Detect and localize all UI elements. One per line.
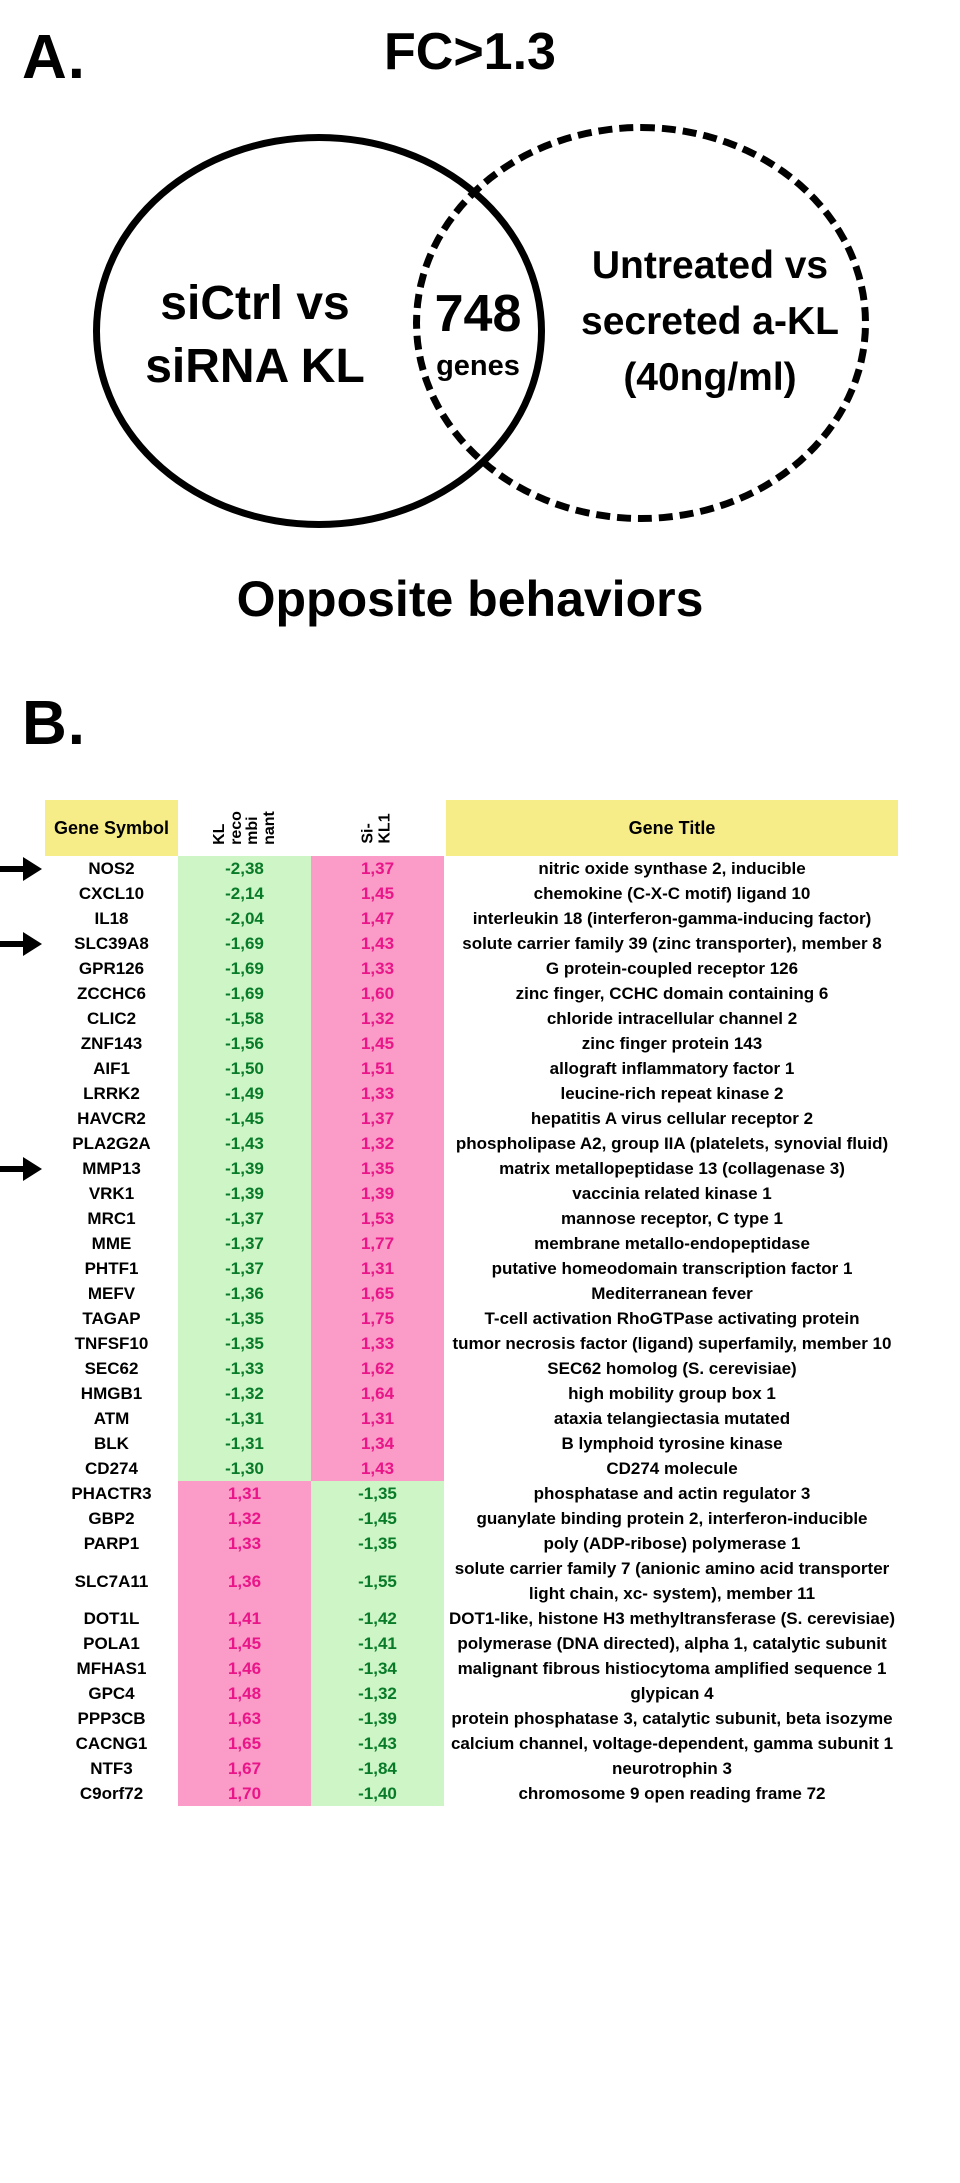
kl-recombinant-value-cell: 1,41 [178, 1606, 311, 1631]
gene-title-cell: polymerase (DNA directed), alpha 1, catalytic subunit [457, 1634, 887, 1653]
gene-symbol-cell: MME [91, 1234, 132, 1253]
si-kl1-value-cell: 1,39 [311, 1181, 444, 1206]
row-highlight-arrow-icon [0, 1155, 42, 1183]
si-kl1-value-cell: 1,75 [311, 1306, 444, 1331]
table-row [45, 1656, 900, 1681]
gene-symbol-cell: NTF3 [90, 1759, 133, 1778]
gene-table [45, 800, 900, 1806]
gene-symbol-cell: CACNG1 [75, 1734, 148, 1753]
si-kl1-value-cell: 1,43 [311, 931, 444, 956]
gene-title-cell: ataxia telangiectasia mutated [553, 1409, 791, 1428]
gene-title-cell: mannose receptor, C type 1 [560, 1209, 784, 1228]
panel-a-label: A. [22, 23, 86, 92]
table-row [45, 1406, 900, 1431]
gene-symbol-cell: SEC62 [84, 1359, 139, 1378]
gene-title-cell: leucine-rich repeat kinase 2 [560, 1084, 784, 1103]
gene-symbol-cell: ATM [93, 1409, 130, 1428]
gene-symbol-cell: PHACTR3 [71, 1484, 152, 1503]
gene-symbol-cell: CXCL10 [78, 884, 145, 903]
kl-recombinant-value-cell: -1,69 [178, 981, 311, 1006]
table-row [45, 1456, 900, 1481]
table-row [45, 1331, 900, 1356]
gene-symbol-cell: PPP3CB [77, 1709, 146, 1728]
gene-title-column-header: Gene Title [446, 800, 898, 856]
si-kl1-column-header [311, 800, 444, 856]
si-kl1-value-cell: 1,64 [311, 1381, 444, 1406]
gene-title-cell: glypican 4 [630, 1684, 714, 1703]
gene-title-cell: chloride intracellular channel 2 [546, 1009, 798, 1028]
venn-left-set-label-line2: siRNA KL [145, 340, 365, 393]
si-kl1-value-cell: 1,33 [311, 1081, 444, 1106]
venn-right-set-label-line3: (40ng/ml) [623, 356, 797, 399]
si-kl1-value-cell: 1,45 [311, 1031, 444, 1056]
gene-symbol-cell: LRRK2 [83, 1084, 140, 1103]
kl-recombinant-value-cell: 1,65 [178, 1731, 311, 1756]
gene-title-cell: Mediterranean fever [591, 1284, 753, 1303]
kl-recombinant-value-cell: -2,04 [178, 906, 311, 931]
kl-recombinant-value-cell: 1,67 [178, 1756, 311, 1781]
gene-symbol-cell: CD274 [85, 1459, 138, 1478]
si-kl1-value-cell: -1,32 [311, 1681, 444, 1706]
gene-title-cell: high mobility group box 1 [568, 1384, 776, 1403]
gene-symbol-cell: NOS2 [88, 859, 135, 878]
si-kl1-value-cell: -1,45 [311, 1506, 444, 1531]
kl-recombinant-value-cell: -1,37 [178, 1206, 311, 1231]
gene-title-cell: allograft inflammatory factor 1 [549, 1059, 795, 1078]
venn-right-set-label-line1: Untreated vs [591, 244, 829, 287]
gene-title-cell: calcium channel, voltage-dependent, gamma subunit 1 [450, 1734, 894, 1753]
kl-recombinant-value-cell: -1,31 [178, 1406, 311, 1431]
venn-overlap-count: 748 [434, 285, 522, 343]
panel-b-label: B. [22, 689, 86, 758]
table-row [45, 1606, 900, 1631]
si-kl1-value-cell: 1,45 [311, 881, 444, 906]
gene-title-cell: phosphatase and actin regulator 3 [533, 1484, 811, 1503]
si-kl1-value-cell: 1,31 [311, 1256, 444, 1281]
kl-recombinant-value-cell: -1,35 [178, 1306, 311, 1331]
gene-symbol-cell: DOT1L [83, 1609, 140, 1628]
si-kl1-value-cell: -1,40 [311, 1781, 444, 1806]
table-row [45, 1706, 900, 1731]
gene-symbol-cell: GBP2 [88, 1509, 135, 1528]
si-kl1-value-cell: -1,41 [311, 1631, 444, 1656]
gene-title-cell: chemokine (C-X-C motif) ligand 10 [533, 884, 811, 903]
table-row [45, 1256, 900, 1281]
si-kl1-value-cell: -1,39 [311, 1706, 444, 1731]
table-row [45, 1431, 900, 1456]
table-row [45, 856, 900, 881]
si-kl1-value-cell: 1,51 [311, 1056, 444, 1081]
kl-recombinant-value-cell: -1,35 [178, 1331, 311, 1356]
si-kl1-value-cell: 1,65 [311, 1281, 444, 1306]
kl-recombinant-rotated-text: KL reco mbi nant [210, 811, 277, 845]
kl-recombinant-value-cell: 1,31 [178, 1481, 311, 1506]
table-row [45, 1481, 900, 1506]
table-row [45, 1756, 900, 1781]
gene-title-cell: G protein-coupled receptor 126 [545, 959, 799, 978]
table-row [45, 1781, 900, 1806]
kl-recombinant-value-cell: 1,32 [178, 1506, 311, 1531]
si-kl1-value-cell: 1,33 [311, 956, 444, 981]
table-row [45, 1056, 900, 1081]
kl-recombinant-column-header [178, 800, 311, 856]
gene-symbol-cell: SLC39A8 [74, 934, 149, 953]
kl-recombinant-value-cell: -1,43 [178, 1131, 311, 1156]
gene-symbol-cell: VRK1 [88, 1184, 135, 1203]
gene-title-cell: chromosome 9 open reading frame 72 [518, 1784, 826, 1803]
table-row [45, 1006, 900, 1031]
gene-symbol-cell: ZCCHC6 [77, 984, 146, 1003]
row-highlight-arrow-icon [0, 855, 42, 883]
si-kl1-value-cell: -1,34 [311, 1656, 444, 1681]
table-row [45, 1106, 900, 1131]
gene-symbol-cell: BLK [94, 1434, 129, 1453]
gene-title-cell: T-cell activation RhoGTPase activating protein [484, 1309, 860, 1328]
gene-title-cell: matrix metallopeptidase 13 (collagenase 3) [499, 1159, 845, 1178]
kl-recombinant-value-cell: 1,45 [178, 1631, 311, 1656]
kl-recombinant-value-cell: -1,32 [178, 1381, 311, 1406]
si-kl1-value-cell: 1,34 [311, 1431, 444, 1456]
table-row [45, 1681, 900, 1706]
si-kl1-value-cell: 1,43 [311, 1456, 444, 1481]
gene-symbol-cell: TAGAP [82, 1309, 141, 1328]
gene-title-cell: vaccinia related kinase 1 [572, 1184, 772, 1203]
table-row [45, 1281, 900, 1306]
kl-recombinant-value-cell: -1,37 [178, 1256, 311, 1281]
kl-recombinant-value-cell: -1,45 [178, 1106, 311, 1131]
table-row [45, 931, 900, 956]
gene-title-cell: guanylate binding protein 2, interferon-inducible [476, 1509, 868, 1528]
si-kl1-value-cell: -1,35 [311, 1481, 444, 1506]
table-row [45, 1206, 900, 1231]
venn-right-set-label-line2: secreted a-KL [581, 300, 839, 343]
gene-symbol-cell: C9orf72 [79, 1784, 144, 1803]
si-kl1-value-cell: 1,62 [311, 1356, 444, 1381]
kl-recombinant-value-cell: -1,49 [178, 1081, 311, 1106]
kl-recombinant-value-cell: -1,37 [178, 1231, 311, 1256]
si-kl1-value-cell: 1,53 [311, 1206, 444, 1231]
kl-recombinant-value-cell: -1,50 [178, 1056, 311, 1081]
gene-symbol-cell: PHTF1 [84, 1259, 139, 1278]
table-row [45, 1156, 900, 1181]
table-row [45, 956, 900, 981]
kl-recombinant-value-cell: -1,69 [178, 931, 311, 956]
si-kl1-value-cell: 1,32 [311, 1131, 444, 1156]
gene-symbol-cell: GPR126 [78, 959, 145, 978]
si-kl1-value-cell: 1,37 [311, 1106, 444, 1131]
kl-recombinant-value-cell: -1,69 [178, 956, 311, 981]
table-row [45, 1306, 900, 1331]
gene-symbol-column-header: Gene Symbol [45, 800, 178, 856]
opposite-behaviors-caption: Opposite behaviors [236, 571, 704, 627]
si-kl1-value-cell: -1,55 [311, 1556, 444, 1606]
si-kl1-value-cell: -1,35 [311, 1531, 444, 1556]
si-kl1-value-cell: 1,37 [311, 856, 444, 881]
gene-table-header [45, 800, 900, 856]
kl-recombinant-value-cell: -1,30 [178, 1456, 311, 1481]
si-kl1-value-cell: 1,33 [311, 1331, 444, 1356]
si-kl1-value-cell: 1,77 [311, 1231, 444, 1256]
table-row [45, 1231, 900, 1256]
table-row [45, 981, 900, 1006]
gene-title-cell: zinc finger, CCHC domain containing 6 [515, 984, 829, 1003]
gene-symbol-cell: MMP13 [82, 1159, 141, 1178]
kl-recombinant-value-cell: -2,38 [178, 856, 311, 881]
table-row [45, 1381, 900, 1406]
gene-title-cell: phospholipase A2, group IIA (platelets, synovial fluid) [455, 1134, 889, 1153]
table-row [45, 1356, 900, 1381]
gene-table-body [45, 856, 900, 1806]
kl-recombinant-value-cell: 1,70 [178, 1781, 311, 1806]
table-row [45, 1081, 900, 1106]
gene-title-cell: neurotrophin 3 [612, 1759, 732, 1778]
table-row [45, 881, 900, 906]
table-row [45, 1131, 900, 1156]
gene-title-cell: SEC62 homolog (S. cerevisiae) [547, 1359, 797, 1378]
gene-symbol-cell: TNFSF10 [74, 1334, 149, 1353]
kl-recombinant-value-cell: -1,33 [178, 1356, 311, 1381]
gene-symbol-cell: MRC1 [87, 1209, 136, 1228]
gene-title-cell: nitric oxide synthase 2, inducible [538, 859, 806, 878]
si-kl1-value-cell: 1,32 [311, 1006, 444, 1031]
table-row [45, 1031, 900, 1056]
kl-recombinant-value-cell: 1,63 [178, 1706, 311, 1731]
si-kl1-value-cell: -1,42 [311, 1606, 444, 1631]
gene-symbol-cell: PLA2G2A [72, 1134, 151, 1153]
venn-left-set-label-line1: siCtrl vs [160, 277, 350, 330]
table-row [45, 1506, 900, 1531]
kl-recombinant-value-cell: -2,14 [178, 881, 311, 906]
kl-recombinant-value-cell: -1,31 [178, 1431, 311, 1456]
kl-recombinant-value-cell: -1,39 [178, 1156, 311, 1181]
kl-recombinant-value-cell: 1,46 [178, 1656, 311, 1681]
gene-title-cell: putative homeodomain transcription factor 1 [491, 1259, 853, 1278]
table-row [45, 1631, 900, 1656]
fold-change-threshold-title: FC>1.3 [384, 23, 556, 81]
gene-title-cell: tumor necrosis factor (ligand) superfamily, member 10 [452, 1334, 892, 1353]
gene-title-cell: zinc finger protein 143 [581, 1034, 763, 1053]
gene-title-cell: DOT1-like, histone H3 methyltransferase (S. cerevisiae) [449, 1609, 895, 1628]
kl-recombinant-value-cell: 1,48 [178, 1681, 311, 1706]
si-kl1-value-cell: -1,43 [311, 1731, 444, 1756]
gene-symbol-cell: IL18 [94, 909, 129, 928]
gene-symbol-cell: GPC4 [88, 1684, 135, 1703]
venn-left-set-label [70, 272, 440, 398]
venn-right-set-label [543, 238, 877, 406]
gene-symbol-cell: HMGB1 [80, 1384, 143, 1403]
gene-symbol-cell: MFHAS1 [76, 1659, 147, 1678]
gene-title-cell: hepatitis A virus cellular receptor 2 [530, 1109, 814, 1128]
kl-recombinant-value-cell: -1,56 [178, 1031, 311, 1056]
gene-title-cell: CD274 molecule [606, 1459, 738, 1478]
gene-title-cell: B lymphoid tyrosine kinase [561, 1434, 783, 1453]
si-kl1-value-cell: 1,31 [311, 1406, 444, 1431]
table-row [45, 1181, 900, 1206]
gene-symbol-cell: HAVCR2 [77, 1109, 146, 1128]
gene-symbol-cell: PARP1 [83, 1534, 140, 1553]
table-row [45, 1731, 900, 1756]
si-kl1-value-cell: 1,35 [311, 1156, 444, 1181]
gene-symbol-cell: CLIC2 [86, 1009, 137, 1028]
gene-symbol-cell: AIF1 [93, 1059, 130, 1078]
kl-recombinant-value-cell: 1,33 [178, 1531, 311, 1556]
si-kl1-value-cell: -1,84 [311, 1756, 444, 1781]
gene-title-cell: poly (ADP-ribose) polymerase 1 [543, 1534, 801, 1553]
gene-title-cell: solute carrier family 39 (zinc transporter), member 8 [462, 934, 882, 953]
gene-symbol-cell: MEFV [87, 1284, 136, 1303]
si-kl1-value-cell: 1,60 [311, 981, 444, 1006]
si-kl1-rotated-text: Si- KL1 [359, 812, 394, 844]
table-row [45, 1531, 900, 1556]
gene-symbol-cell: POLA1 [83, 1634, 140, 1653]
si-kl1-value-cell: 1,47 [311, 906, 444, 931]
kl-recombinant-value-cell: 1,36 [178, 1556, 311, 1606]
kl-recombinant-value-cell: -1,39 [178, 1181, 311, 1206]
row-highlight-arrow-icon [0, 930, 42, 958]
gene-title-cell: interleukin 18 (interferon-gamma-inducing factor) [472, 909, 872, 928]
gene-title-cell: membrane metallo-endopeptidase [534, 1234, 810, 1253]
gene-title-cell: malignant fibrous histiocytoma amplified sequence 1 [457, 1659, 887, 1678]
table-row [45, 1556, 900, 1606]
table-row [45, 906, 900, 931]
gene-title-cell: solute carrier family 7 (anionic amino acid transporter light chain, xc- system), member 11 [454, 1559, 890, 1603]
venn-overlap-caption: genes [436, 350, 520, 382]
gene-title-cell: protein phosphatase 3, catalytic subunit, beta isozyme [451, 1709, 893, 1728]
kl-recombinant-value-cell: -1,36 [178, 1281, 311, 1306]
kl-recombinant-value-cell: -1,58 [178, 1006, 311, 1031]
gene-symbol-cell: ZNF143 [80, 1034, 143, 1053]
gene-symbol-cell: SLC7A11 [74, 1571, 149, 1591]
